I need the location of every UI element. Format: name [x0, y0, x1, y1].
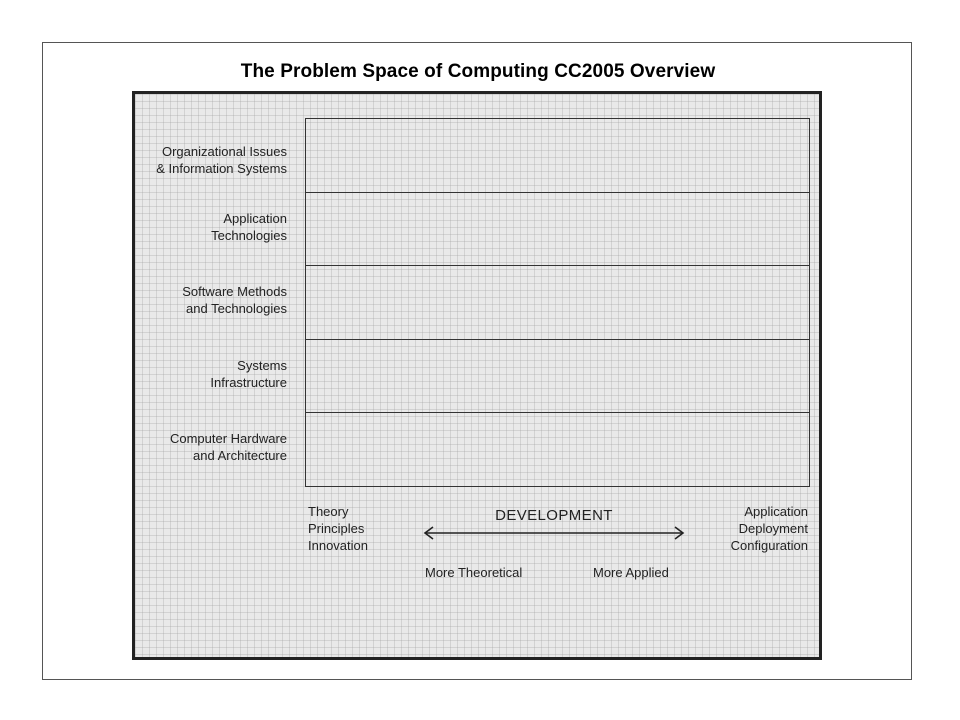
- double-arrow-icon: [418, 524, 690, 542]
- layer-label-organizational: Organizational Issues & Information Systems: [156, 144, 287, 176]
- axis-application-label: Application Deployment Configuration: [730, 504, 808, 553]
- axis-development-label: DEVELOPMENT: [495, 507, 613, 524]
- layer-row-organizational: [306, 119, 809, 193]
- layer-label-application: Application Technologies: [211, 211, 287, 243]
- layer-label-systems: Systems Infrastructure: [210, 358, 287, 390]
- pole-more-theoretical: More Theoretical: [425, 565, 523, 580]
- layer-row-systems: [306, 340, 809, 414]
- layer-label-hardware: Computer Hardware and Architecture: [169, 431, 287, 463]
- layer-grid: [305, 118, 810, 487]
- layer-row-hardware: [306, 413, 809, 486]
- layer-label-software: Software Methods and Technologies: [182, 284, 287, 316]
- layer-row-application: [306, 193, 809, 267]
- layer-row-software: [306, 266, 809, 340]
- axis-theory-label: Theory Principles Innovation: [308, 504, 368, 553]
- pole-more-applied: More Applied: [593, 565, 669, 580]
- slide-title: The Problem Space of Computing CC2005 Overview: [240, 61, 716, 82]
